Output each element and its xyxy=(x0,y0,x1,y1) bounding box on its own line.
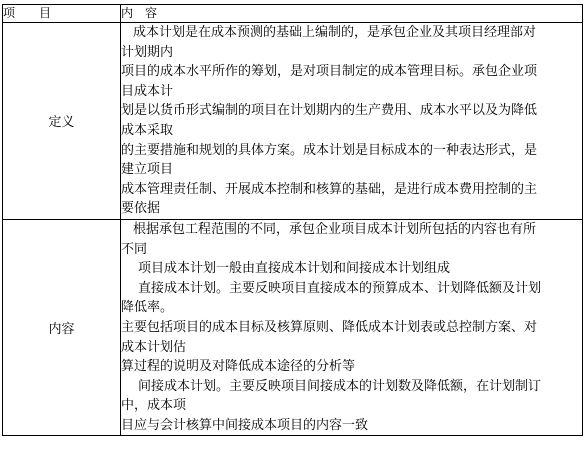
table-row xyxy=(3,219,583,436)
text-line: 根据承包工程范围的不同，承包企业项目成本计划所包括的内容也有所 xyxy=(133,221,537,237)
row-label-content: 内容 xyxy=(3,219,121,436)
text-line: 成本采取 xyxy=(121,122,174,138)
header-row xyxy=(3,5,583,23)
text-line: 直接成本计划。主要反映项目直接成本的预算成本、计划降低额及计划 xyxy=(138,280,542,296)
row-content-content xyxy=(121,219,583,436)
text-line: 成本管理责任制、开展成本控制和核算的基础，是进行成本费用控制的主 xyxy=(121,181,538,197)
header-item: 项 目 xyxy=(3,5,121,23)
text-line: 计划期内 xyxy=(121,44,174,60)
text-line: 中，成本项 xyxy=(121,398,187,414)
text-line: 建立项目 xyxy=(121,162,174,178)
text-line: 划是以货币形式编制的项目在计划期内的生产费用、成本水平以及为降低 xyxy=(121,103,538,119)
row-content-definition xyxy=(121,23,583,220)
header-content: 内 容 xyxy=(121,5,583,23)
text-line: 目成本计 xyxy=(121,83,174,99)
content-table xyxy=(2,4,583,436)
text-line: 成本计划是在成本预测的基础上编制的，是承包企业及其项目经理部对 xyxy=(133,25,537,40)
text-line: 项目成本计划一般由直接成本计划和间接成本计划组成 xyxy=(138,261,451,277)
text-line: 不同 xyxy=(121,241,148,257)
text-line: 主要包括项目的成本目标及核算原则、降低成本计划表或总控制方案、对 xyxy=(121,319,538,335)
text-line: 算过程的说明及对降低成本途径的分析等 xyxy=(121,359,356,375)
row-label-definition: 定义 xyxy=(3,23,121,220)
text-line: 项目的成本水平所作的筹划，是对项目制定的成本管理目标。承包企业项 xyxy=(121,64,538,80)
text-line: 要依据 xyxy=(121,201,161,217)
table-row xyxy=(3,23,583,220)
text-line: 降低率。 xyxy=(121,300,174,316)
text-line: 间接成本计划。主要反映项目间接成本的计划数及降低额，在计划制订 xyxy=(138,378,542,394)
text-line: 的主要措施和规划的具体方案。成本计划是目标成本的一种表达形式，是 xyxy=(121,142,538,158)
text-line: 目应与会计核算中间接成本项目的内容一致 xyxy=(121,417,369,433)
text-line: 成本计划估 xyxy=(121,339,187,355)
